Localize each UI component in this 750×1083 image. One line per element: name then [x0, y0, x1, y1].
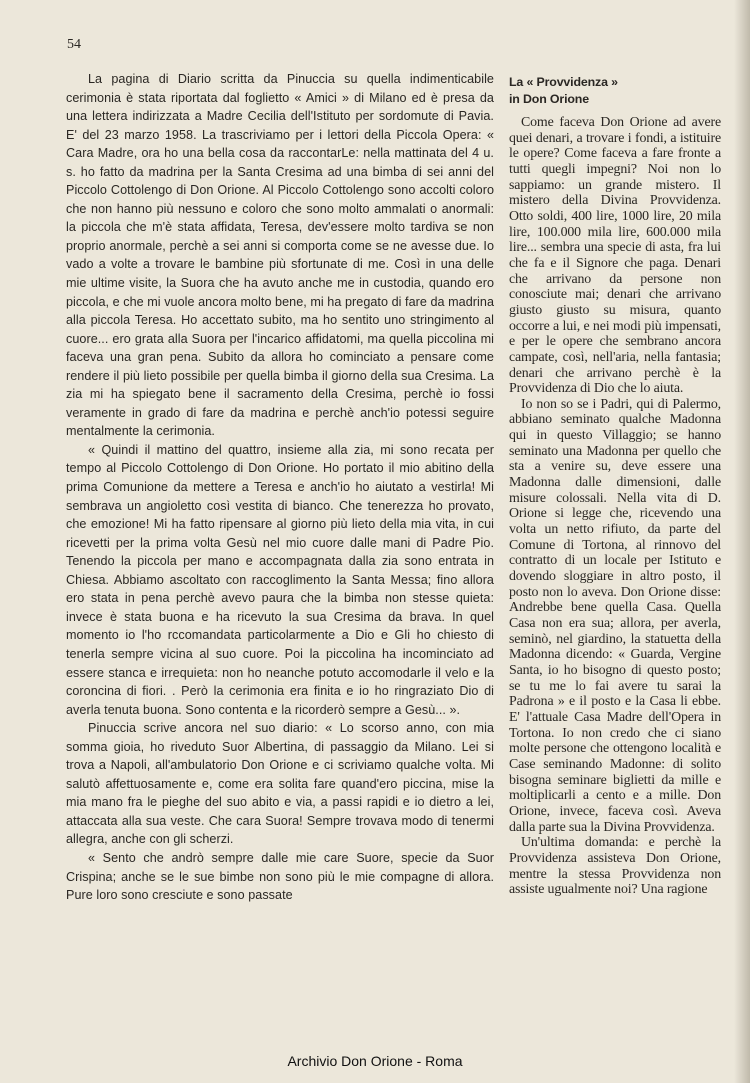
article-paragraph: « Quindi il mattino del quattro, insieme alla zia, mi sono recata per tempo al Piccolo Cottolengo di Don Orione. Ho portato il mio abitino della prima Comunione da mettere a Teresa e anch'io ho aiutato a vestirla! Mi sembrava un angioletto così vestita di bianco. Che tenerezza ho provato, che emozione! Mi ha fatto ripensare al giorno più lieto della mia vita, in cui ricevetti per la prima volta Gesù nel mio cuore dalle mani di Padre Pio. Tenendo la piccola per mano e accompagnata dalla zia sono entrata in Chiesa. Abbiamo ascoltato con raccoglimento la Santa Messa; fino allora ero stata in pena perchè avevo paura che la bimba non stesse quieta: invece è stata buona e ha ricevuto la sua Cresima da brava. In quel momento io l'ho rccomandata particolarmente a Dio e Gli ho chiesto di tenerla sempre vicina al suo cuore. Poi la piccolina ha incominciato ad essere stanca e irrequieta: non ho neanche potuto accomodarle il velo e la coroncina di fiori. . Però la cerimonia era finita e io ho ringraziato Dio di averla tenuta buona. Sono contenta e la ricorderò sempre a Gesù... ». — [66, 442, 494, 717]
page-edge-shadow — [734, 0, 750, 1083]
article-paragraph: Io non so se i Padri, qui di Palermo, abbiano seminato qualche Madonna qui in questo Villaggio; se hanno seminato una Madonna per quello che sta a venire su, deve essere una Madonna dalle dimensioni, dalle misure colossali. Nella vita di D. Orione si legge che, ricevendo una volta un netto rifiuto, da parte del Comune di Tortona, al rinnovo del contratto di un locale per Istituto e dovendo sloggiare in altro posto, il posto non lo aveva. Don Orione disse: Andrebbe bene quella Casa. Quella Casa non era sua; allora, per averla, seminò, nel giardino, la statuetta della Madonna dicendo: « Guarda, Vergine Santa, io ho bisogno di questo posto; se tu me lo fai avere tu sarai la Padrona » e il posto e la Casa li ebbe. E' l'attuale Casa Madre dell'Opera in Tortona. Io non credo che ci siano molte persone che ottengono località e Case seminando Madonne: di solito bisogna seminare biglietti da mille e moltiplicarli a cento e a mille. Don Orione, invece, faceva così. Aveva dalla parte sua la Divina Provvidenza. — [509, 396, 721, 835]
article-paragraph: « Sento che andrò sempre dalle mie care Suore, specie da Suor Crispina; anche se le sue bimbe non sono più le mie compagne di allora. Pure loro sono cresciute e sono passate — [66, 850, 494, 903]
archive-stamp: Archivio Don Orione - Roma — [287, 1053, 463, 1069]
section-heading-line2: in Don Orione — [509, 92, 589, 106]
provvidenza-article-column — [509, 74, 721, 898]
section-heading-line1: La « Provvidenza » — [509, 75, 618, 89]
article-paragraph: Pinuccia scrive ancora nel suo diario: « Lo scorso anno, con mia somma gioia, ho riveduto Suor Albertina, di passaggio da Milano. Lei si trova a Napoli, all'ambulatorio Don Orione e ci scriviamo qualche volta. Mi salutò affettuosamente e, come era solita fare quand'ero piccina, mise la mia mano fra le pieghe del suo abito e via, a passi rapidi e io dietro a lei, attaccata alla sua veste. Che cara Suora! Sempre trovava modo di tenermi allegra, anche con gli scherzi. — [66, 721, 494, 847]
page-number: 54 — [67, 37, 81, 52]
section-heading — [509, 74, 721, 108]
diary-article-column — [66, 70, 494, 905]
article-paragraph: Un'ultima domanda: e perchè la Provvidenza assisteva Don Orione, mentre la stessa Provvidenza non assiste ugualmente noi? Una ragione — [509, 835, 721, 898]
article-paragraph: Come faceva Don Orione ad avere quei denari, a trovare i fondi, a istituire le opere? Come faceva a fare fronte a tutti quegli impegni? Noi non lo sappiamo: un grande mistero. Il mistero della Divina Provvidenza. Otto soldi, 400 lire, 1000 lire, 20 mila lire, 100.000 mila lire, 600.000 mila lire... sembra una specie di asta, fra lui che fa e il Signore che paga. Denari che arrivano da persone non conosciute mai; denari che arrivano giusto giusto su misura, quanto occorre a lui, e nei modi più impensati, e per le opere che sembrano ancora campate, così, nell'aria, nella fantasia; denari che arrivano perchè è la Provvidenza di Dio che lo aiuta. — [509, 115, 721, 397]
article-paragraph: La pagina di Diario scritta da Pinuccia su quella indimenticabile cerimonia è stata riportata dal foglietto « Amici » di Milano ed è presa da una lettera indirizzata a Madre Cecilia dell'Istituto per sordomute di Pavia. E' del 23 marzo 1958. La trascriviamo per i lettori della Piccola Opera: « Cara Madre, ora ho una bella cosa da raccontarLe: nella mattinata del 4 u. s. ho fatto da madrina per la Santa Cresima ad una bimba di sei anni del Piccolo Cottolengo di Don Orione. Al Piccolo Cottolengo sono accolti coloro che non hanno più nessuno e coloro che sono molto ammalati o anormali: la piccola che m'è stata affidata, Teresa, dev'essere molto tardiva se non proprio anormale, perchè a sei anni si comporta come se ne avesse due. Io vado a volte a trovare le bambine più sfortunate di me. Così in una delle mie ultime visite, la Suora che ha avuto anche me in custodia, quando ero piccola, e che mi vuole ancora molto bene, mi ha pregato di fare da madrina alla piccola Teresa. Ho accettato subito, ma ho sentito uno stringimento al cuore... ero grata alla Suora per l'incarico affidatomi, ma quella piccolina mi faceva una gran pena. Subito da allora ho cominciato a pensare come rendere il più lieto possibile per quella bimba il giorno della sua Cresima. La zia mi ha spiegato bene il sacramento della Cresima, perchè io fossi veramente in grado di fare da madrina e perchè anch'io potessi seguire mentalmente la cerimonia. — [66, 72, 494, 439]
